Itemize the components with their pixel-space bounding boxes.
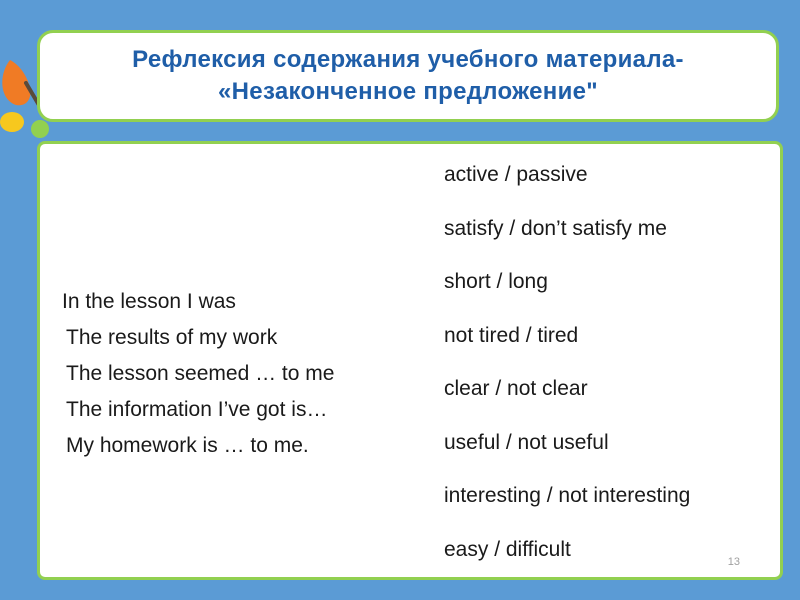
list-item: short / long [444,270,548,293]
list-item: easy / difficult [444,537,571,561]
list-item: The lesson seemed … to me [66,362,335,385]
list-item: active / passive [444,163,588,186]
list-item: satisfy / don’t satisfy me [444,216,667,240]
list-item: not tired / tired [444,323,579,347]
list-item: useful / not useful [444,430,609,454]
title-line-2: «Незаконченное предложение" [218,78,598,105]
list-item: The information I’ve got is… [66,398,328,421]
list-item: My homework is … to me. [66,434,309,457]
title-box [37,30,779,122]
list-item: interesting / not interesting [444,484,691,507]
title-line-1: Рефлексия содержания учебного материала- [132,46,684,73]
list-item: The results of my work [66,326,278,349]
sentence-starters-list [62,284,334,464]
content-box [37,141,783,580]
list-item: clear / not clear [444,377,588,400]
answer-options-list [444,148,690,576]
slide-number: 13 [727,556,740,568]
list-item: In the lesson I was [62,290,236,313]
